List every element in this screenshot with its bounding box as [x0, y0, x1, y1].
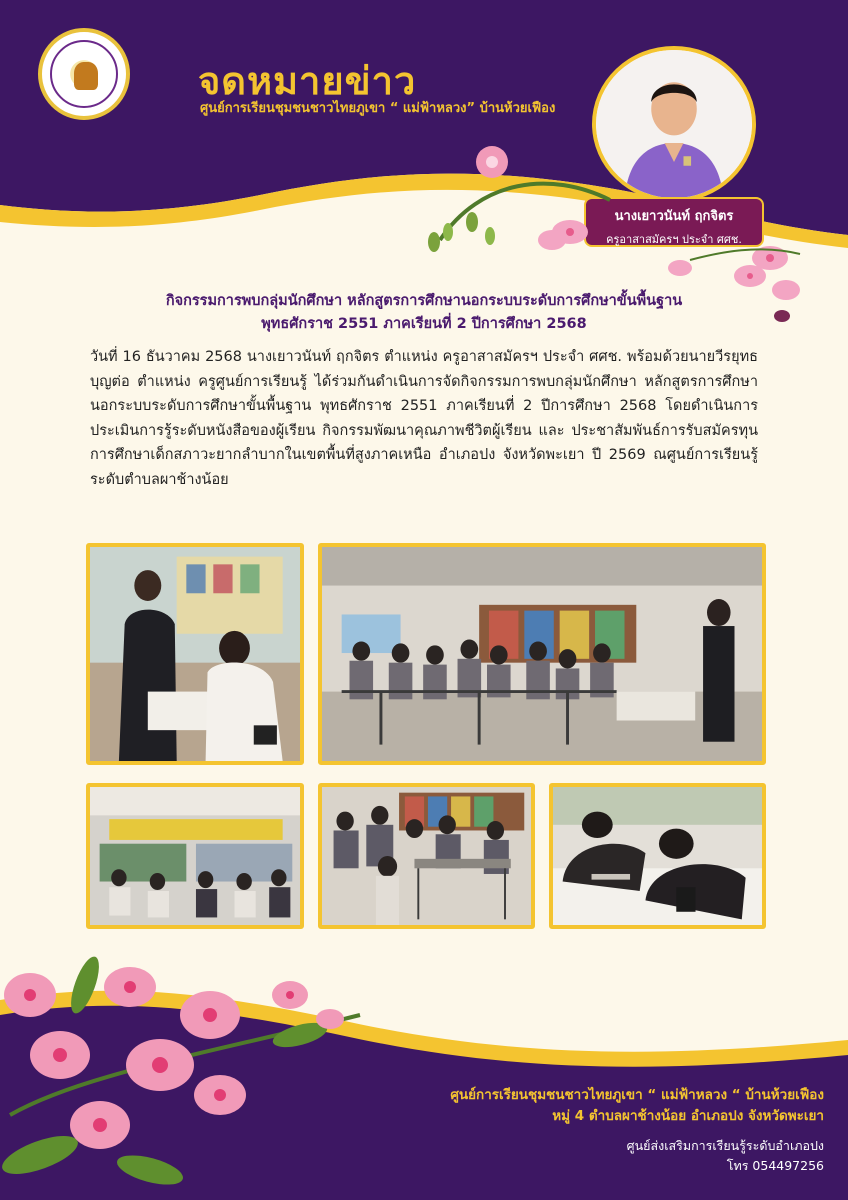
headline-line-2: พุทธศักราช 2551 ภาคเรียนที่ 2 ปีการศึกษา 2568	[261, 316, 587, 332]
center-subtitle: ศูนย์การเรียนชุมชนชาวไทยภูเขา “ แม่ฟ้าหลวง” บ้านห้วยเฟือง	[200, 101, 556, 116]
activity-photo-2	[318, 543, 766, 765]
article-headline	[90, 290, 758, 336]
article-body: วันที่ 16 ธันวาคม 2568 นางเยาวนันท์ ฤกจิตร ตำแหน่ง ครูอาสาสมัครฯ ประจำ ศศช. พร้อมด้วยนายวีรยุทธ บุญต่อ ตำแหน่ง ครูศูนย์การเรียนรู้ ได้ร่วมกันดำเนินการจัดกิจกรรมการพบกลุ่มนักศึกษา หลักสูตรการศึกษานอกระบบระดับการศึกษาขั้นพื้นฐาน พุทธศักราช 2551 ภาคเรียนที่ 2 ปีการศึกษา 2568 โดยดำเนินการประเมินการรู้ระดับหนังสือของผู้เรียน กิจกรรมพัฒนาคุณภาพชีวิตผู้เรียน และ ประชาสัมพันธ์การรับสมัครทุนการศึกษาเด็กสภาวะยากลำบากในเขตพื้นที่สูงภาคเหนือ อำเภอปง จังหวัดพะเยา ปี 2569 ณศูนย์การเรียนรู้ระดับตำบลผาช้างน้อย	[90, 349, 758, 488]
footer-address: หมู่ 4 ตำบลผาช้างน้อย อำเภอปง จังหวัดพะเยา	[552, 1108, 824, 1124]
activity-photo-4	[318, 783, 535, 929]
activity-photo-5	[549, 783, 766, 929]
orchid-decoration-bottom-icon	[0, 955, 380, 1200]
activity-photo-3	[86, 783, 304, 929]
headline-line-1: กิจกรรมการพบกลุ่มนักศึกษา หลักสูตรการศึกษานอกระบบระดับการศึกษาขั้นพื้นฐาน	[165, 293, 683, 309]
teacher-name: นางเยาวนันท์ ฤกจิตร	[614, 209, 734, 224]
seal-logo-icon	[38, 28, 130, 120]
newsletter-title: จดหมายข่าว	[198, 59, 417, 103]
footer-center-name: ศูนย์การเรียนชุมชนชาวไทยภูเขา “ แม่ฟ้าหลวง “ บ้านห้วยเฟือง	[450, 1087, 824, 1103]
footer-district-office: ศูนย์ส่งเสริมการเรียนรู้ระดับอำเภอปง	[626, 1138, 824, 1153]
footer-phone: โทร 054497256	[726, 1158, 824, 1173]
teacher-role: ครูอาสาสมัครฯ ประจำ ศศช.	[606, 233, 742, 246]
activity-photo-1	[86, 543, 304, 765]
